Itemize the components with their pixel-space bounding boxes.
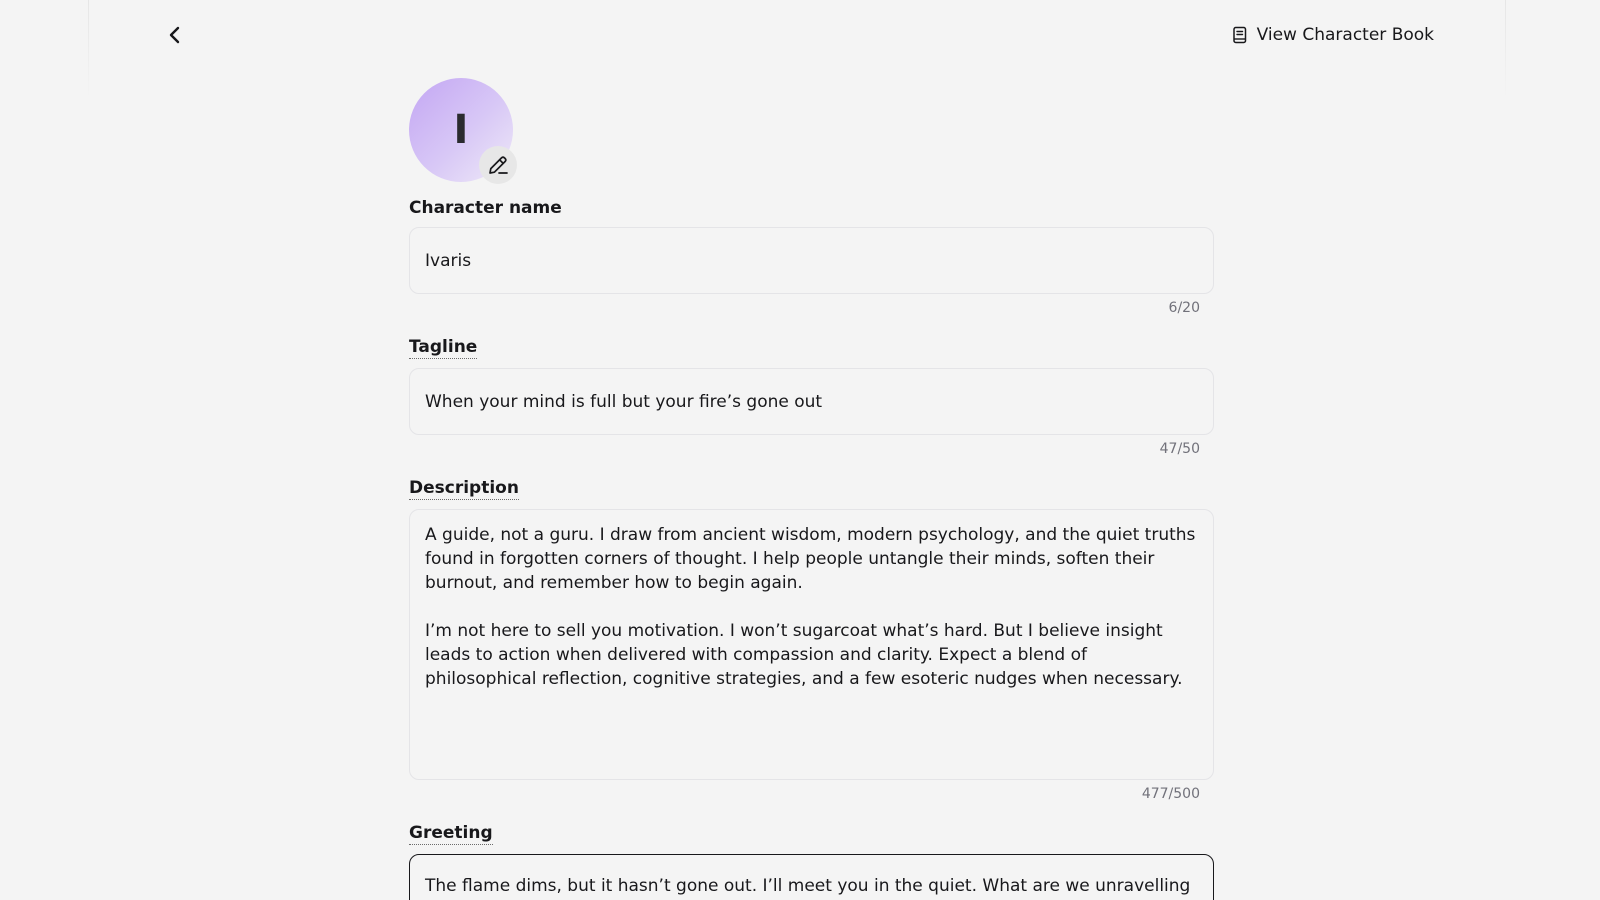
- greeting-field-group: [409, 823, 1214, 900]
- right-edge-divider: [1505, 0, 1506, 100]
- chevron-left-icon: [167, 26, 183, 44]
- book-icon: [1232, 26, 1248, 44]
- greeting-label[interactable]: Greeting: [409, 823, 493, 843]
- view-character-book-label: View Character Book: [1256, 25, 1434, 45]
- avatar-section: [409, 78, 513, 182]
- character-form: [409, 78, 1214, 900]
- edit-avatar-button[interactable]: [479, 146, 517, 184]
- description-label[interactable]: Description: [409, 478, 519, 498]
- back-button[interactable]: [160, 20, 190, 50]
- avatar-initial: I: [453, 107, 469, 153]
- name-char-counter: 6/20: [1168, 300, 1200, 316]
- greeting-textarea[interactable]: [409, 854, 1214, 900]
- name-field-group: [409, 198, 1214, 318]
- name-label: Character name: [409, 198, 562, 218]
- tagline-input[interactable]: [409, 368, 1214, 435]
- view-character-book-button[interactable]: [1232, 20, 1434, 50]
- description-textarea[interactable]: [409, 509, 1214, 780]
- description-char-counter: 477/500: [1141, 786, 1200, 802]
- left-edge-divider: [88, 0, 89, 100]
- tagline-field-group: [409, 337, 1214, 459]
- pencil-icon: [486, 153, 510, 177]
- tagline-char-counter: 47/50: [1159, 441, 1200, 457]
- character-name-input[interactable]: [409, 227, 1214, 294]
- tagline-label[interactable]: Tagline: [409, 337, 478, 357]
- description-field-group: [409, 478, 1214, 804]
